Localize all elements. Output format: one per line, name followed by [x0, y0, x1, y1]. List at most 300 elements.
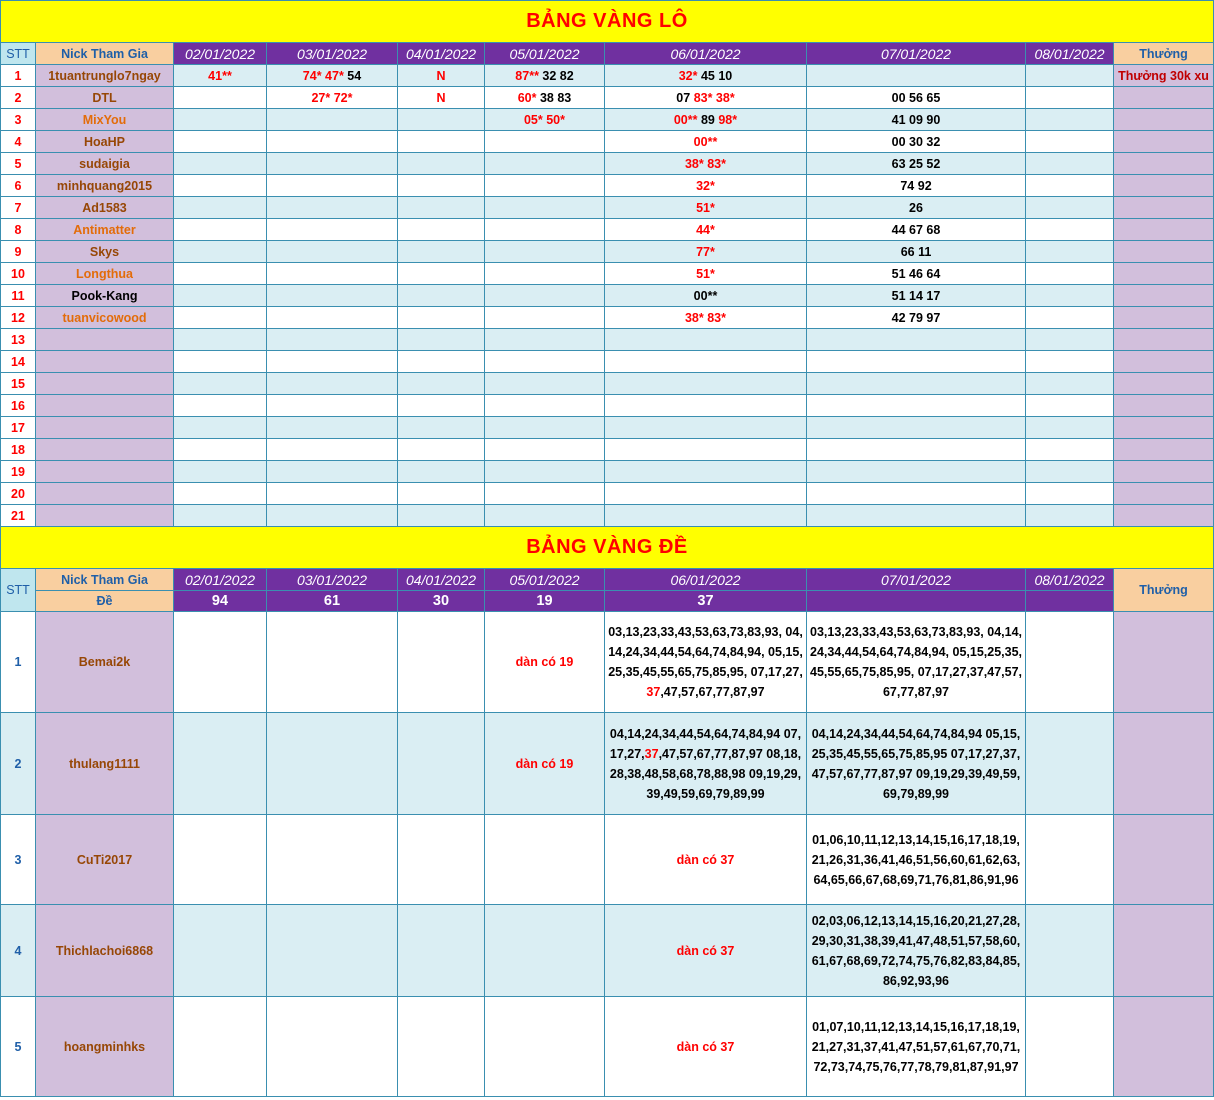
entry-cell[interactable] [1026, 197, 1114, 219]
entry-cell[interactable] [174, 219, 267, 241]
entry-cell[interactable] [1026, 417, 1114, 439]
nick-cell[interactable]: MixYou [36, 109, 174, 131]
entry-cell[interactable] [267, 483, 398, 505]
cell-text: 74 92 [900, 178, 932, 193]
entry-cell[interactable] [1026, 329, 1114, 351]
entry-cell[interactable] [605, 175, 807, 197]
bonus-cell [1114, 241, 1214, 263]
entry-cell[interactable] [485, 461, 605, 483]
nick-cell[interactable]: Antimatter [36, 219, 174, 241]
entry-cell[interactable] [1026, 131, 1114, 153]
nick-cell[interactable]: thulang1111 [36, 713, 174, 815]
cell-text: 51 14 17 [891, 288, 941, 303]
date-header: 04/01/2022 [398, 43, 485, 65]
entry-cell[interactable] [605, 285, 807, 307]
entry-cell[interactable] [807, 505, 1026, 527]
entry-cell[interactable] [605, 395, 807, 417]
entry-cell[interactable] [807, 175, 1026, 197]
entry-cell[interactable] [605, 87, 807, 109]
nick-cell[interactable]: Ad1583 [36, 197, 174, 219]
entry-cell[interactable] [398, 307, 485, 329]
cell-text: 03,13,23,33,43,53,63,73,83,93, 04,14,24,34,44,54,64,74,84,94, 05,15,25,35,45,55,65,75,85,95, 07,17,27, [608, 625, 803, 679]
nick-cell[interactable]: HoaHP [36, 131, 174, 153]
entry-cell[interactable] [398, 87, 485, 109]
cell-text: 44* [696, 222, 715, 237]
entry-cell[interactable] [807, 153, 1026, 175]
entry-cell[interactable] [267, 373, 398, 395]
de-label: Đề [36, 591, 174, 612]
de-title: BẢNG VÀNG ĐỀ [1, 527, 1214, 569]
entry-cell[interactable] [807, 241, 1026, 263]
entry-cell[interactable] [174, 395, 267, 417]
entry-cell[interactable] [1026, 241, 1114, 263]
entry-cell[interactable] [398, 241, 485, 263]
entry-cell[interactable] [267, 153, 398, 175]
entry-cell[interactable] [485, 612, 605, 713]
entry-cell[interactable] [398, 219, 485, 241]
entry-cell[interactable] [267, 329, 398, 351]
entry-cell[interactable] [605, 109, 807, 131]
row-number: 1 [1, 612, 36, 713]
entry-cell[interactable] [807, 307, 1026, 329]
entry-cell[interactable] [267, 439, 398, 461]
entry-cell[interactable] [174, 461, 267, 483]
table-row [1, 285, 1214, 307]
row-number: 9 [1, 241, 36, 263]
nick-cell[interactable]: Longthua [36, 263, 174, 285]
entry-cell[interactable] [398, 997, 485, 1097]
entry-cell[interactable] [605, 153, 807, 175]
entry-cell[interactable] [1026, 285, 1114, 307]
entry-cell[interactable] [398, 439, 485, 461]
entry-cell[interactable] [267, 815, 398, 905]
date-header: 08/01/2022 [1026, 569, 1114, 591]
cell-text: 60* [517, 90, 537, 105]
table-row [1, 307, 1214, 329]
result-number: 61 [267, 591, 398, 612]
row-number: 12 [1, 307, 36, 329]
entry-cell[interactable] [485, 197, 605, 219]
entry-cell[interactable] [807, 285, 1026, 307]
entry-cell[interactable] [605, 612, 807, 713]
entry-cell[interactable] [605, 373, 807, 395]
entry-cell[interactable] [1026, 815, 1114, 905]
row-number: 2 [1, 87, 36, 109]
entry-cell[interactable] [485, 175, 605, 197]
table-row [1, 329, 1214, 351]
cell-text: N [436, 90, 446, 105]
entry-cell[interactable] [605, 997, 807, 1097]
row-number: 4 [1, 131, 36, 153]
nick-cell[interactable] [36, 461, 174, 483]
entry-cell[interactable] [807, 131, 1026, 153]
nick-cell[interactable] [36, 373, 174, 395]
entry-cell[interactable] [807, 905, 1026, 997]
date-header: 02/01/2022 [174, 43, 267, 65]
nick-cell[interactable]: Skys [36, 241, 174, 263]
lo-header-row [1, 43, 1214, 65]
cell-text: 54 [343, 68, 362, 83]
entry-cell[interactable] [485, 417, 605, 439]
entry-cell[interactable] [807, 109, 1026, 131]
entry-cell[interactable] [174, 612, 267, 713]
entry-cell[interactable] [398, 285, 485, 307]
entry-cell[interactable] [605, 713, 807, 815]
entry-cell[interactable] [1026, 153, 1114, 175]
row-number: 5 [1, 997, 36, 1097]
table-row [1, 219, 1214, 241]
entry-cell[interactable] [398, 905, 485, 997]
nick-cell[interactable]: minhquang2015 [36, 175, 174, 197]
cell-text: ,47,57,67,77,87,97 [660, 685, 765, 699]
nick-cell[interactable] [36, 483, 174, 505]
entry-cell[interactable] [398, 197, 485, 219]
entry-cell[interactable] [398, 263, 485, 285]
bonus-cell [1114, 997, 1214, 1097]
entry-cell[interactable] [398, 713, 485, 815]
entry-cell[interactable] [807, 461, 1026, 483]
nick-cell[interactable] [36, 329, 174, 351]
entry-cell[interactable] [485, 351, 605, 373]
nick-cell[interactable] [36, 439, 174, 461]
entry-cell[interactable] [174, 153, 267, 175]
entry-cell[interactable] [398, 395, 485, 417]
entry-cell[interactable] [605, 905, 807, 997]
cell-text: 04,14,24,34,44,54,64,74,84,94 05,15,25,35,45,55,65,75,85,95 07,17,27,37,47,57,67,77,87,97 09,19,29,39,49,59,69,79,89,99 [811, 726, 1021, 801]
bonus-cell [1114, 153, 1214, 175]
bonus-cell [1114, 505, 1214, 527]
entry-cell[interactable] [485, 285, 605, 307]
entry-cell[interactable] [485, 815, 605, 905]
entry-cell[interactable] [267, 285, 398, 307]
nick-cell[interactable]: Bemai2k [36, 612, 174, 713]
entry-cell[interactable] [174, 905, 267, 997]
entry-cell[interactable] [267, 351, 398, 373]
cell-text: 41** [208, 68, 232, 83]
row-number: 5 [1, 153, 36, 175]
entry-cell[interactable] [267, 241, 398, 263]
entry-cell[interactable] [174, 307, 267, 329]
entry-cell[interactable] [174, 197, 267, 219]
table-row [1, 461, 1214, 483]
entry-cell[interactable] [174, 997, 267, 1097]
entry-cell[interactable] [485, 905, 605, 997]
cell-text: 41 09 90 [891, 112, 941, 127]
cell-text: 32* [696, 178, 715, 193]
nick-cell[interactable]: CuTi2017 [36, 815, 174, 905]
entry-cell[interactable] [267, 197, 398, 219]
entry-cell[interactable] [605, 417, 807, 439]
nick-header: Nick Tham Gia [36, 569, 174, 591]
entry-cell[interactable] [174, 87, 267, 109]
cell-text: 00** [693, 288, 718, 303]
entry-cell[interactable] [485, 395, 605, 417]
entry-cell[interactable] [267, 505, 398, 527]
entry-cell[interactable] [605, 65, 807, 87]
entry-cell[interactable] [605, 439, 807, 461]
cell-text: 27* 72* [311, 90, 353, 105]
entry-cell[interactable] [174, 439, 267, 461]
entry-cell[interactable] [485, 87, 605, 109]
entry-cell[interactable] [1026, 461, 1114, 483]
entry-cell[interactable] [398, 153, 485, 175]
result-number [1026, 591, 1114, 612]
entry-cell[interactable] [485, 483, 605, 505]
nick-cell[interactable]: 1tuantrunglo7ngay [36, 65, 174, 87]
entry-cell[interactable] [267, 109, 398, 131]
row-number: 16 [1, 395, 36, 417]
entry-cell[interactable] [174, 109, 267, 131]
bonus-cell [1114, 131, 1214, 153]
bonus-cell [1114, 815, 1214, 905]
cell-text: 89 [697, 112, 719, 127]
entry-cell[interactable] [1026, 219, 1114, 241]
entry-cell[interactable] [267, 713, 398, 815]
entry-cell[interactable] [1026, 713, 1114, 815]
entry-cell[interactable] [1026, 109, 1114, 131]
entry-cell[interactable] [398, 612, 485, 713]
table-row [1, 109, 1214, 131]
entry-cell[interactable] [398, 815, 485, 905]
entry-cell[interactable] [174, 483, 267, 505]
entry-cell[interactable] [485, 373, 605, 395]
entry-cell[interactable] [267, 87, 398, 109]
entry-cell[interactable] [1026, 905, 1114, 997]
entry-cell[interactable] [398, 505, 485, 527]
table-row [1, 612, 1214, 713]
entry-cell[interactable] [1026, 373, 1114, 395]
bonus-cell [1114, 219, 1214, 241]
entry-cell[interactable] [605, 241, 807, 263]
entry-cell[interactable] [605, 351, 807, 373]
nick-cell[interactable]: tuanvicowood [36, 307, 174, 329]
nick-cell[interactable]: sudaigia [36, 153, 174, 175]
entry-cell[interactable] [1026, 505, 1114, 527]
entry-cell[interactable] [267, 997, 398, 1097]
entry-cell[interactable] [807, 713, 1026, 815]
cell-text: 83* 38* [693, 90, 735, 105]
row-number: 11 [1, 285, 36, 307]
entry-cell[interactable] [807, 373, 1026, 395]
entry-cell[interactable] [267, 417, 398, 439]
row-number: 3 [1, 109, 36, 131]
nick-cell[interactable] [36, 351, 174, 373]
bonus-cell [1114, 87, 1214, 109]
entry-cell[interactable] [174, 241, 267, 263]
bonus-header: Thưởng [1114, 569, 1214, 612]
bonus-cell: Thưởng 30k xu [1114, 65, 1214, 87]
entry-cell[interactable] [807, 483, 1026, 505]
entry-cell[interactable] [267, 175, 398, 197]
entry-cell[interactable] [267, 263, 398, 285]
nick-cell[interactable] [36, 417, 174, 439]
bonus-cell [1114, 483, 1214, 505]
entry-cell[interactable] [1026, 175, 1114, 197]
entry-cell[interactable] [1026, 612, 1114, 713]
cell-text: dàn có 37 [676, 1039, 735, 1054]
date-header: 07/01/2022 [807, 569, 1026, 591]
entry-cell[interactable] [398, 373, 485, 395]
entry-cell[interactable] [807, 997, 1026, 1097]
entry-cell[interactable] [267, 131, 398, 153]
entry-cell[interactable] [174, 65, 267, 87]
entry-cell[interactable] [605, 483, 807, 505]
entry-cell[interactable] [485, 65, 605, 87]
entry-cell[interactable] [807, 263, 1026, 285]
table-row [1, 131, 1214, 153]
table-row [1, 153, 1214, 175]
entry-cell[interactable] [1026, 87, 1114, 109]
entry-cell[interactable] [807, 65, 1026, 87]
bonus-cell [1114, 373, 1214, 395]
row-number: 15 [1, 373, 36, 395]
entry-cell[interactable] [807, 815, 1026, 905]
entry-cell[interactable] [1026, 307, 1114, 329]
entry-cell[interactable] [1026, 439, 1114, 461]
entry-cell[interactable] [1026, 263, 1114, 285]
nick-cell[interactable] [36, 505, 174, 527]
entry-cell[interactable] [1026, 351, 1114, 373]
cell-text: 32 82 [538, 68, 574, 83]
entry-cell[interactable] [485, 439, 605, 461]
entry-cell[interactable] [267, 612, 398, 713]
bonus-cell [1114, 905, 1214, 997]
entry-cell[interactable] [1026, 483, 1114, 505]
entry-cell[interactable] [398, 131, 485, 153]
entry-cell[interactable] [174, 175, 267, 197]
entry-cell[interactable] [485, 219, 605, 241]
bonus-cell [1114, 395, 1214, 417]
entry-cell[interactable] [398, 109, 485, 131]
entry-cell[interactable] [174, 131, 267, 153]
entry-cell[interactable] [605, 263, 807, 285]
entry-cell[interactable] [807, 197, 1026, 219]
date-header: 08/01/2022 [1026, 43, 1114, 65]
entry-cell[interactable] [807, 417, 1026, 439]
entry-cell[interactable] [1026, 65, 1114, 87]
entry-cell[interactable] [174, 263, 267, 285]
entry-cell[interactable] [398, 65, 485, 87]
entry-cell[interactable] [807, 219, 1026, 241]
table-row [1, 395, 1214, 417]
entry-cell[interactable] [605, 307, 807, 329]
stt-header: STT [1, 43, 36, 65]
entry-cell[interactable] [267, 219, 398, 241]
entry-cell[interactable] [605, 197, 807, 219]
entry-cell[interactable] [485, 263, 605, 285]
nick-cell[interactable]: hoangminhks [36, 997, 174, 1097]
entry-cell[interactable] [398, 461, 485, 483]
de-header-row [1, 569, 1214, 591]
entry-cell[interactable] [174, 351, 267, 373]
table-row [1, 373, 1214, 395]
entry-cell[interactable] [485, 505, 605, 527]
entry-cell[interactable] [267, 65, 398, 87]
cell-text: 74* 47* [302, 68, 344, 83]
entry-cell[interactable] [807, 351, 1026, 373]
entry-cell[interactable] [807, 87, 1026, 109]
entry-cell[interactable] [807, 329, 1026, 351]
entry-cell[interactable] [267, 307, 398, 329]
entry-cell[interactable] [398, 329, 485, 351]
row-number: 7 [1, 197, 36, 219]
table-row [1, 65, 1214, 87]
entry-cell[interactable] [267, 461, 398, 483]
entry-cell[interactable] [174, 373, 267, 395]
nick-cell[interactable]: DTL [36, 87, 174, 109]
entry-cell[interactable] [807, 439, 1026, 461]
entry-cell[interactable] [174, 815, 267, 905]
bonus-cell [1114, 461, 1214, 483]
nick-cell[interactable]: Pook-Kang [36, 285, 174, 307]
cell-text: 77* [696, 244, 715, 259]
cell-text: 42 79 97 [891, 310, 941, 325]
nick-cell[interactable] [36, 395, 174, 417]
cell-text: 38* 83* [684, 156, 726, 171]
bonus-header: Thưởng [1114, 43, 1214, 65]
table-row [1, 241, 1214, 263]
result-number: 30 [398, 591, 485, 612]
entry-cell[interactable] [1026, 395, 1114, 417]
row-number: 6 [1, 175, 36, 197]
entry-cell[interactable] [485, 307, 605, 329]
entry-cell[interactable] [605, 505, 807, 527]
entry-cell[interactable] [485, 241, 605, 263]
entry-cell[interactable] [485, 109, 605, 131]
entry-cell[interactable] [485, 153, 605, 175]
date-header: 04/01/2022 [398, 569, 485, 591]
entry-cell[interactable] [605, 219, 807, 241]
entry-cell[interactable] [174, 417, 267, 439]
entry-cell[interactable] [605, 329, 807, 351]
entry-cell[interactable] [174, 329, 267, 351]
entry-cell[interactable] [605, 131, 807, 153]
entry-cell[interactable] [485, 131, 605, 153]
entry-cell[interactable] [807, 395, 1026, 417]
cell-text: 00** [673, 112, 698, 127]
entry-cell[interactable] [485, 713, 605, 815]
entry-cell[interactable] [174, 505, 267, 527]
bonus-cell [1114, 109, 1214, 131]
entry-cell[interactable] [267, 395, 398, 417]
entry-cell[interactable] [398, 175, 485, 197]
entry-cell[interactable] [267, 905, 398, 997]
entry-cell[interactable] [485, 997, 605, 1097]
entry-cell[interactable] [1026, 997, 1114, 1097]
cell-text: 45 10 [697, 68, 733, 83]
entry-cell[interactable] [605, 461, 807, 483]
bonus-cell [1114, 263, 1214, 285]
lo-title-row [1, 1, 1214, 43]
table-row [1, 87, 1214, 109]
cell-text: 51* [696, 200, 715, 215]
entry-cell[interactable] [174, 285, 267, 307]
result-number: 94 [174, 591, 267, 612]
row-number: 3 [1, 815, 36, 905]
cell-text: 37 [646, 685, 661, 699]
cell-text: 51* [696, 266, 715, 281]
table-row [1, 417, 1214, 439]
entry-cell[interactable] [398, 417, 485, 439]
entry-cell[interactable] [605, 815, 807, 905]
cell-text: 04,14,24,34,44,54,64,74,84,94 07,17,27, [609, 726, 802, 761]
entry-cell[interactable] [174, 713, 267, 815]
nick-cell[interactable]: Thichlachoi6868 [36, 905, 174, 997]
entry-cell[interactable] [398, 483, 485, 505]
entry-cell[interactable] [398, 351, 485, 373]
entry-cell[interactable] [807, 612, 1026, 713]
entry-cell[interactable] [485, 329, 605, 351]
